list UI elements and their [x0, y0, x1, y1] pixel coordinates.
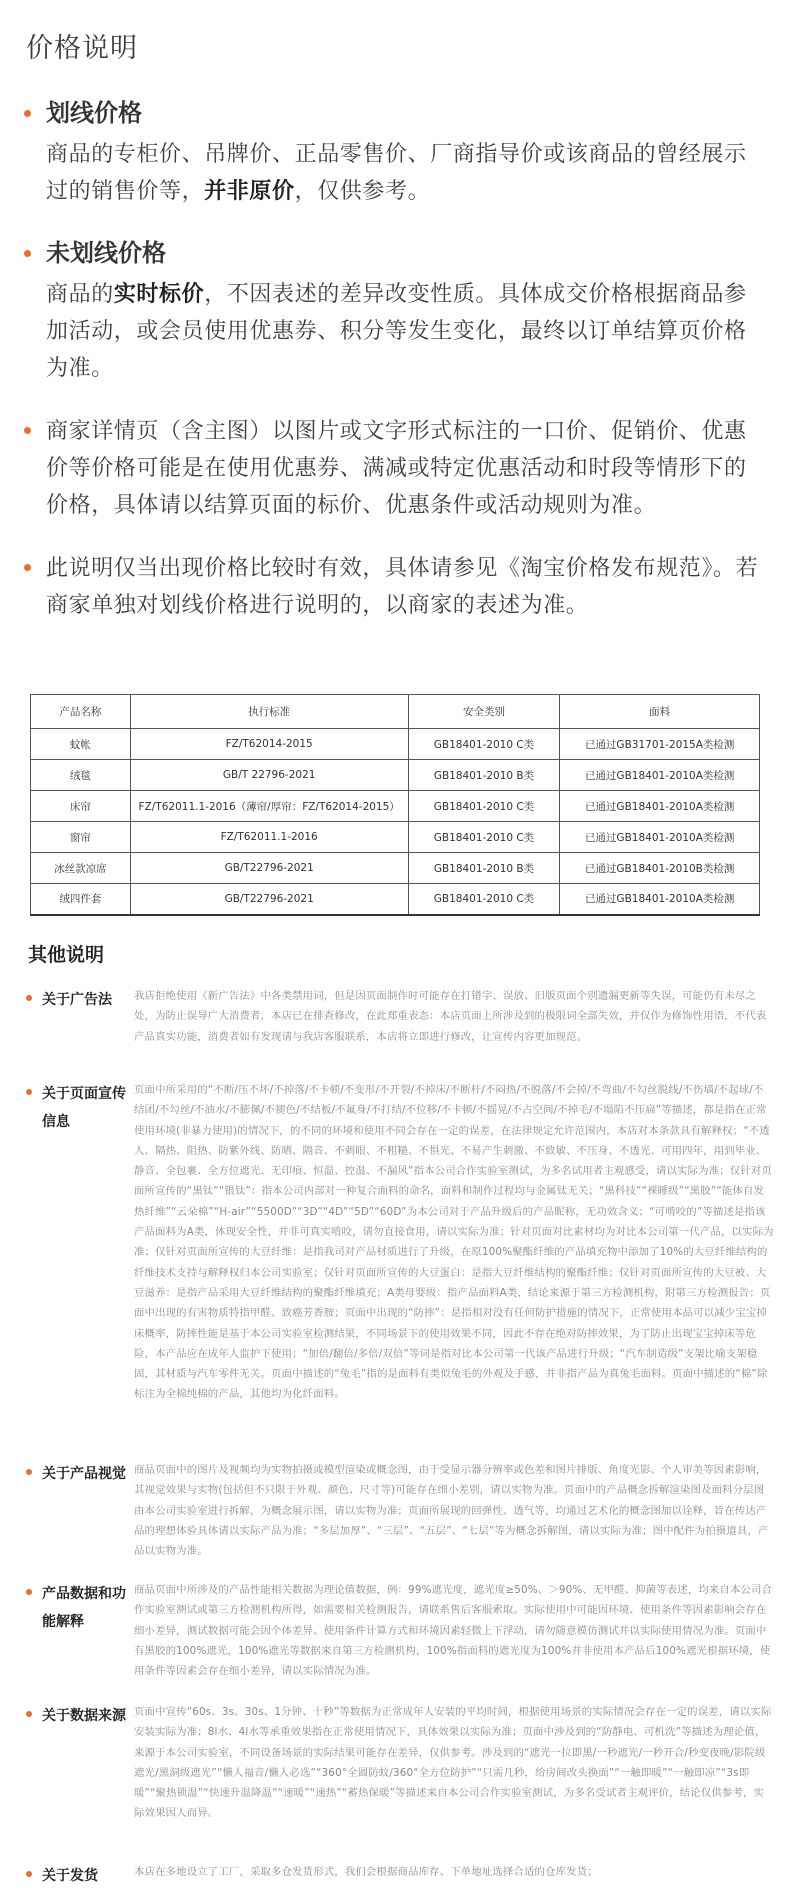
table-row: [31, 729, 760, 760]
price-item: [0, 550, 790, 624]
table-row: [31, 884, 760, 915]
body-text: 商品的专柜价、吊牌价、正品零售价、厂商指导价或该商品的曾经展示过的销售价等，: [46, 142, 747, 204]
table-row: [31, 791, 760, 822]
table-header-cell: 安全类别: [408, 695, 560, 729]
emphasis-text: 实时标价: [113, 282, 205, 307]
note-text: 商品页面中所涉及的产品性能相关数据为理论值数据，例：99%遮光度，遮光度≥50%、＞90%、无甲醛、抑菌等表述，均来自本公司合作实验室测试或第三方检测机构所得，如需要相关检测报告，请联系售后客服索取。实际使用中可能因环境、使用条件等因素影响会存在细小差异，测试数据可能会因个体差异、使用条件计算方式和环境因素轻微上下浮动，请勿随意模仿测试并以实际使用情况为准。页面中有黑胶的100%遮光，100%遮光等数据来自第三方检测机构，100%指面料的遮光度为100%并非使用本产品后100%遮光根据环境，使用条件等因素会存在细小差异，请以实际情况为准。: [134, 1584, 773, 1678]
table-cell: 绒毯: [31, 760, 131, 791]
page-title: 价格说明: [26, 33, 138, 64]
bullet-dot-icon: [24, 564, 31, 571]
body-text: ，仅供参考。: [294, 179, 431, 204]
note-label: 关于页面宣传信息: [42, 1086, 126, 1130]
table-cell: 冰丝款凉席: [31, 853, 131, 884]
bullet-dot-icon: [26, 1711, 32, 1717]
price-item-heading: 未划线价格: [46, 239, 166, 267]
bullet-dot-icon: [26, 1589, 32, 1595]
note-text: 我店拒绝使用《新广告法》中各类禁用词，但是因页面制作时可能存在打错字、误放、旧版页面个别遗漏更新等失误，可能仍有未尽之处，为防止误导广大消费者，本店已在排查修改，在此郑重表态：本店页面上所涉及到的极限词全部失效，并仅作为修饰性用语，不代表产品真实功能，消费者如有发现请与我店客服联系，本店将立即进行修改，让宣传内容更加规范。: [134, 990, 767, 1043]
note-text: 页面中所采用的“不断/压不坏/不掉落/不卡顿/不变形/不开裂/不掉床/不断杆/不闷热/不脱落/不会掉/不弯曲/不勾丝脱线/不伤墙/不起球/不结团/不勾丝/不油水/不膨佩/不褪色/不结板/不氟身/不打结/不位移/不卡顿/不摇晃/不占空间/不掉毛/不塌陷不压扁”等描述，都是指在正常使用环境(非暴力使用)的情况下，的不同的环境和使用不同会存在一定的误差，在法律规定允许范围内，本店对本条款具有解释权；“不透人、隔热、阻热、防紫外线、防晒、隔音、不刺眼、不粗糙、不惧光、不易产生刺激、不致敏、不压身、不透光、可用四年，用到毕业、静音、全包裹、全方位遮光、无印痕、恒温、控温、不漏风”指本公司合作实验室测试，为多名试用者主观感受，请以实际为准；仅针对页面所宣传的“黑钛”“银钛”：指本公司内部对一种复合面料的命名，面料和制作过程均与金属钛无关；“黑科技”“裸睡级”“黑胶”“能体自发热纤维”“云朵棉”“H-air”“5500D”“3D”“4D”“5D”“60D”为本公司对于产品升级后的产品昵称，无功效含义；“可啃咬的”等描述是指该产品面料为A类，体现安全性，并非可真实啃咬，请勿直接食用，请以实际为准；针对页面对比素材均为对比本公司第一代产品，以实际为准；仅针对页面所宣传的大豆纤维：是指我司对产品材质进行了升级，在原100%聚酯纤维的产品填充物中添加了10%的大豆纤维结构的纤维技术支持与解释权归本公司实验室；仅针对页面所宣传的大豆蛋白：是指大豆纤维结构的聚酯纤维；仅针对页面所宣传的大豆被、大豆滋养：是指产品采用大豆纤维结构的聚酯纤维填充；A类母婴级：指产品面料A类，结论来源于第三方检测机构，附第三方检测报告；页面中出现的有害物质特指甲醛、致癌芳香胺；页面中出现的“防摔”：是指相对没有任何防护措施的情况下，正常使用本品可以减少宝宝掉床概率，防摔性能是基于本公司实验室检测结果，不同场景下的使用效果不同，因此不存在绝对防摔效果，为了防止出现宝宝掉床等危险，本产品应在成年人监护下使用；“加倍/翻倍/多倍/双倍”等词是指对比本公司第一代该产品进行升级；“汽车制造级”支架比喻支架稳固，其材质与汽车零件无关。页面中描述的“兔毛”指的是面料有类似兔毛的外观及手感，并非指产品为真兔毛面料。页面中描述的“棉”除标注为全棉纯棉的产品，其他均为化纤面料。: [134, 1084, 774, 1401]
table-cell: 已通过GB18401-2010A类检测: [560, 822, 760, 853]
table-cell: 已通过GB31701-2015A类检测: [560, 729, 760, 760]
table-cell: GB/T 22796-2021: [130, 760, 408, 791]
price-item-heading: 划线价格: [46, 99, 142, 127]
table-row: [31, 760, 760, 791]
price-item: [0, 236, 790, 387]
table-cell: FZ/T62014-2015: [130, 729, 408, 760]
body-text: 商家详情页（含主图）以图片或文字形式标注的一口价、促销价、优惠价等价格可能是在使用优惠券、满减或特定优惠活动和时段等情形下的价格，具体请以结算页面的标价、优惠条件或活动规则为准。: [46, 419, 747, 518]
table-cell: GB18401-2010 C类: [408, 822, 560, 853]
table-header-cell: 面料: [560, 695, 760, 729]
table-cell: GB/T22796-2021: [130, 884, 408, 915]
table-cell: 已通过GB18401-2010A类检测: [560, 884, 760, 915]
table-cell: GB/T22796-2021: [130, 853, 408, 884]
product-standard-table: [30, 694, 760, 916]
table-cell: 蚊帐: [31, 729, 131, 760]
table-cell: GB18401-2010 C类: [408, 884, 560, 915]
table-cell: GB18401-2010 B类: [408, 853, 560, 884]
price-item: [0, 413, 790, 524]
bullet-dot-icon: [24, 427, 31, 434]
table-cell: 已通过GB18401-2010A类检测: [560, 791, 760, 822]
table-cell: GB18401-2010 B类: [408, 760, 560, 791]
emphasis-text: 并非原价: [204, 179, 295, 204]
price-item-body: [46, 276, 760, 387]
price-item-body: [46, 413, 760, 524]
other-notes-title: 其他说明: [28, 944, 105, 966]
bullet-dot-icon: [24, 110, 31, 117]
note-label: 关于广告法: [42, 992, 112, 1008]
table-cell: 已通过GB18401-2010B类检测: [560, 853, 760, 884]
bullet-dot-icon: [26, 1469, 32, 1475]
bullet-dot-icon: [24, 250, 31, 257]
bullet-dot-icon: [26, 1089, 32, 1095]
note-label: 关于产品视觉: [42, 1466, 126, 1482]
table-row: [31, 822, 760, 853]
table-header-cell: 执行标准: [130, 695, 408, 729]
table-cell: 窗帘: [31, 822, 131, 853]
note-label: 关于发货: [42, 1868, 98, 1884]
note-text: 商品页面中的图片及视频均为实物拍摄或模型渲染或概念图，由于受显示器分辨率或色差和图片排版、角度光影、个人审美等因素影响，其视觉效果与实物(包括但不只限于外观、颜色、尺寸等)可能存在细小差别，请以实物为准。页面中的产品概念拆解渲染图及面料分层图由本公司实验室进行拆解，为概念展示图，请以实物为准；页面所展现的回弹性、透气等，均通过艺术化的概念图加以诠释，旨在传达产品的理想体验具体请以实际产品为准；“多层加厚”、“三层”、“五层”、“七层”等为概念拆解图，请以实际为准；图中配件为拍摄道具，产品以实物为准。: [134, 1464, 769, 1558]
table-cell: GB18401-2010 C类: [408, 791, 560, 822]
table-cell: 床帘: [31, 791, 131, 822]
note-text: 本店在多地设立了工厂，采取多仓发货形式，我们会根据商品库存、下单地址选择合适的仓库发货；: [134, 1866, 598, 1878]
body-text: 商品的: [46, 282, 114, 307]
table-cell: GB18401-2010 C类: [408, 729, 560, 760]
body-text: 此说明仅当出现价格比较时有效，具体请参见《淘宝价格发布规范》。若商家单独对划线价格进行说明的，以商家的表述为准。: [46, 556, 759, 618]
table-cell: FZ/T62011.1-2016: [130, 822, 408, 853]
table-row: [31, 853, 760, 884]
body-text: ，不因表述的差异改变性质。具体成交价格根据商品参加活动，或会员使用优惠券、积分等发生变化，最终以订单结算页价格为准。: [46, 282, 747, 381]
price-explanation-section: [0, 96, 790, 650]
table-cell: 绒四件套: [31, 884, 131, 915]
table-header-row: [31, 695, 760, 729]
note-label: 关于数据来源: [42, 1708, 126, 1724]
table-header-cell: 产品名称: [31, 695, 131, 729]
table-cell: 已通过GB18401-2010A类检测: [560, 760, 760, 791]
note-label: 产品数据和功能解释: [42, 1586, 126, 1630]
bullet-dot-icon: [26, 995, 32, 1001]
price-item: [0, 96, 790, 210]
table-cell: FZ/T62011.1-2016（薄帘/厚帘：FZ/T62014-2015）: [130, 791, 408, 822]
price-item-body: [46, 136, 760, 210]
note-text: 页面中宣传“60s、3s、30s、1分钟、十秒”等数据为正常成年人安装的平均时间，根据使用场景的实际情况会存在一定的误差，请以实际安装实际为准；8l水、4l水等承重效果指在正常使用情况下，具体效果以实际为准；页面中涉及到的“防静电、可机洗”等描述为理论值，来源于本公司实验室，不同设备场景的实际结果可能存在差异，仅供参考。涉及到的“遮光一拉即黑/一秒遮光/一秒开合/秒变夜晚/影院级遮光/黑洞级遮光”“懒人福音/懒人必选”“360°全圆防蚊/360°全方位防护”“只需几秒，给房间改头换面”“一触即暖”“一触即凉”“3s即暖”“聚热锁温”“快速升温降温”“速暖”“速热”“蓄热保暖”等描述来自本公司合作实验室测试，为多名受试者主观评价，结论仅供参考，实际效果因人而异。: [134, 1706, 772, 1820]
price-item-body: [46, 550, 760, 624]
bullet-dot-icon: [26, 1871, 32, 1877]
